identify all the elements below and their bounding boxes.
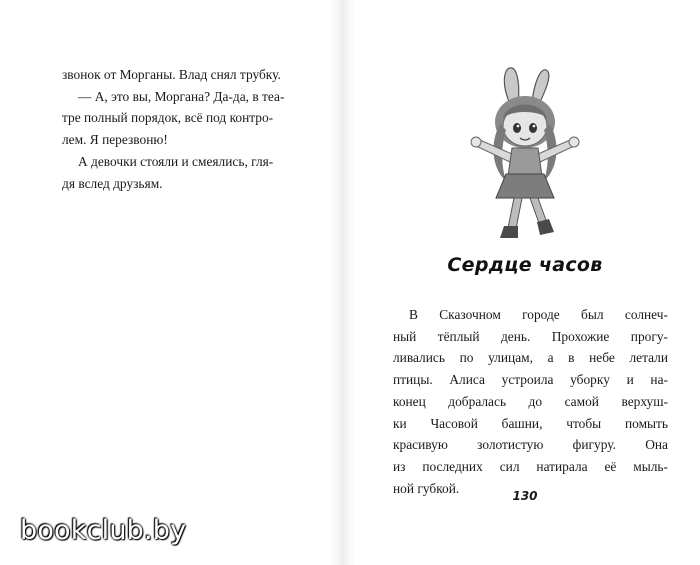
text-line: тре полный порядок, всё под контро- (62, 110, 274, 126)
text-line: — А, это вы, Моргана? Да-да, в теа- (78, 88, 285, 104)
text-line: дя вслед друзьям. (62, 175, 163, 191)
text-line: звонок от Морганы. Влад снял трубку. (62, 67, 281, 82)
left-page-text (62, 64, 322, 194)
text-line: ной губкой. (393, 480, 460, 496)
text-line: конец добралась до самой верхуш- (393, 393, 668, 409)
text-line: лем. Я перезвоню! (62, 132, 168, 148)
watermark-logo: bookclub.by (20, 515, 187, 546)
page-gutter (330, 0, 354, 565)
right-page-text (393, 304, 668, 499)
text-line: ки Часовой башни, чтобы помыть (393, 415, 668, 431)
text-line: А девочки стояли и смеялись, гля- (78, 153, 274, 169)
text-line: В Сказочном городе был солнеч- (409, 307, 668, 322)
text-line: красивую золотистую фигуру. Она (393, 437, 668, 453)
text-line: из последних сил натирала её мыль- (393, 458, 668, 474)
text-line: ный тёплый день. Прохожие прогу- (393, 328, 668, 344)
cartoon-girl-illustration (450, 56, 600, 246)
text-line: птицы. Алиса устроила уборку и на- (393, 372, 668, 388)
chapter-title: Сердце часов (447, 254, 603, 276)
text-line: ливались по улицам, а в небе летали (393, 350, 668, 366)
page-number: 130 (512, 489, 538, 503)
chapter-illustration (450, 56, 600, 246)
